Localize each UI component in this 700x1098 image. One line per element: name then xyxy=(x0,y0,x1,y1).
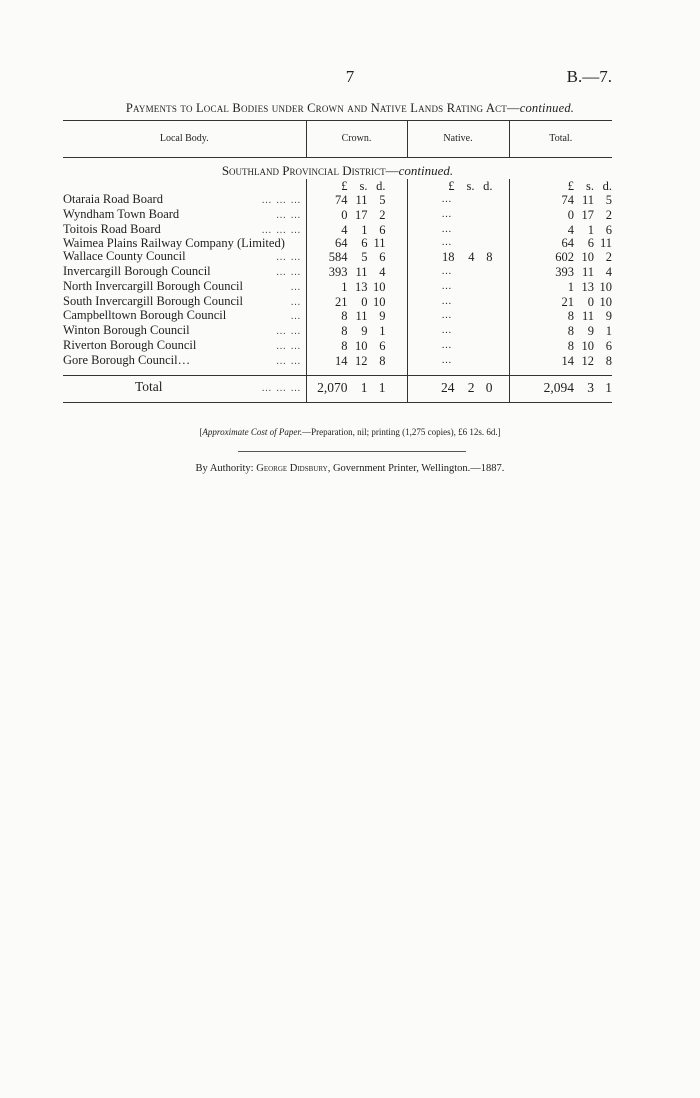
pence-value: 2 xyxy=(605,250,612,265)
native-nil xyxy=(407,237,509,250)
pounds-value: 2,070 xyxy=(317,380,348,396)
district-heading: Southland Provincial District—continued. xyxy=(221,163,454,179)
local-body-name-cell xyxy=(63,309,306,324)
local-body-name: Wyndham Town Board xyxy=(63,207,180,221)
pounds-value: 8 xyxy=(567,309,574,324)
divider xyxy=(238,451,466,452)
shillings-value: 17 xyxy=(581,207,594,222)
local-body-name: Total xyxy=(135,379,163,395)
pence-value: 6 xyxy=(605,222,612,237)
pence-value: 1 xyxy=(378,380,386,396)
unit-pounds: £ xyxy=(567,178,574,193)
native-nil xyxy=(407,208,509,223)
shillings-value: 0 xyxy=(587,294,594,309)
native-nil xyxy=(407,223,509,238)
crown-amount xyxy=(306,354,407,369)
col-header-native: Native. xyxy=(407,121,509,158)
crown-amount xyxy=(306,309,407,324)
shillings-value: 0 xyxy=(361,294,368,309)
nil-marker: … xyxy=(441,237,453,249)
shillings-value: 1 xyxy=(587,222,594,237)
col-header-local-body: Local Body. xyxy=(63,121,306,158)
pence-value: 6 xyxy=(379,338,386,353)
table-row xyxy=(63,193,612,208)
leader-dots: … xyxy=(290,296,302,308)
leader-dots: … … xyxy=(276,355,302,367)
shillings-value: 13 xyxy=(581,279,594,294)
pence-value: 4 xyxy=(379,264,386,279)
document-reference: B.—7. xyxy=(566,67,612,86)
shillings-value: 10 xyxy=(355,338,368,353)
pence-value: 10 xyxy=(599,294,612,309)
total-amount xyxy=(509,295,612,310)
authority-suffix: , Government Printer, Wellington.—1887. xyxy=(327,463,505,474)
unit-shillings: s. xyxy=(359,178,368,193)
units-row xyxy=(63,179,612,193)
total-amount xyxy=(509,324,612,339)
cost-note: [Approximate Cost of Paper.—Preparation, nil; printing (1,275 copies), £6 12s. 6d.] xyxy=(199,427,501,437)
pounds-value: 2,094 xyxy=(543,380,574,396)
pounds-value: 64 xyxy=(335,236,348,251)
table-heading-cont: continued. xyxy=(519,101,575,115)
table-row xyxy=(63,339,612,354)
total-amount xyxy=(509,193,612,208)
nil-marker: … xyxy=(441,265,453,277)
pounds-value: 393 xyxy=(555,264,574,279)
native-nil xyxy=(407,309,509,324)
pounds-value: 602 xyxy=(555,250,574,265)
cost-label: Approximate Cost of Paper. xyxy=(202,427,303,437)
native-nil xyxy=(407,265,509,280)
table-row xyxy=(63,280,612,295)
pence-value: 10 xyxy=(373,294,386,309)
shillings-value: 13 xyxy=(355,279,368,294)
pence-value: 8 xyxy=(379,353,386,368)
pounds-value: 4 xyxy=(567,222,574,237)
pence-value: 8 xyxy=(605,353,612,368)
shillings-value: 9 xyxy=(587,324,594,339)
nil-marker: … xyxy=(441,354,453,366)
nil-marker: … xyxy=(441,295,453,307)
shillings-value: 5 xyxy=(361,250,368,265)
unit-pence: d. xyxy=(376,178,386,193)
crown-amount xyxy=(306,375,407,402)
page-number: 7 xyxy=(345,67,355,86)
district-heading-row xyxy=(63,158,612,180)
authority-prefix: By Authority: xyxy=(195,463,254,474)
shillings-value: 6 xyxy=(361,236,368,251)
pence-value: 6 xyxy=(379,222,386,237)
nil-marker: … xyxy=(441,194,453,205)
shillings-value: 9 xyxy=(361,324,368,339)
local-body-name: Riverton Borough Council xyxy=(63,338,197,352)
local-body-name: Campbelltown Borough Council xyxy=(63,309,227,323)
local-body-name: Wallace County Council xyxy=(63,250,186,264)
shillings-value: 11 xyxy=(355,264,368,279)
cost-text: —Preparation, nil; printing (1,275 copies), £6 12s. 6d. xyxy=(302,427,498,437)
table-row xyxy=(63,354,612,369)
nil-marker: … xyxy=(441,208,453,220)
crown-amount xyxy=(306,237,407,250)
pence-value: 5 xyxy=(379,193,386,207)
payments-table xyxy=(63,120,612,403)
pence-value: 9 xyxy=(605,309,612,324)
local-body-name: Invercargill Borough Council xyxy=(63,264,211,278)
shillings-value: 11 xyxy=(355,309,368,324)
total-amount xyxy=(509,250,612,265)
pence-value: 8 xyxy=(486,250,493,265)
pounds-value: 0 xyxy=(567,207,574,222)
pence-value: 10 xyxy=(373,279,386,294)
pence-value: 0 xyxy=(485,380,493,396)
local-body-name: Gore Borough Council… xyxy=(63,353,191,367)
shillings-value: 12 xyxy=(355,353,368,368)
pounds-value: 393 xyxy=(328,264,348,279)
pounds-value: 8 xyxy=(341,309,348,324)
table-row xyxy=(63,208,612,223)
crown-amount xyxy=(306,223,407,238)
printer-name: George Didsbury xyxy=(256,463,328,474)
pence-value: 1 xyxy=(379,324,386,339)
leader-dots: … … xyxy=(276,252,302,264)
pence-value: 5 xyxy=(605,193,612,207)
pounds-value: 74 xyxy=(561,193,574,207)
nil-marker: … xyxy=(441,280,453,292)
local-body-name-cell xyxy=(63,295,306,310)
total-row xyxy=(63,375,612,402)
nil-marker: … xyxy=(441,339,453,351)
native-nil xyxy=(407,280,509,295)
shillings-value: 1 xyxy=(361,222,368,237)
local-body-name: Waimea Plains Railway Company (Limited) xyxy=(63,237,285,251)
pounds-value: 14 xyxy=(335,353,348,368)
pounds-value: 4 xyxy=(341,222,348,237)
table-heading xyxy=(0,101,700,116)
pence-value: 6 xyxy=(379,250,386,265)
local-body-name-cell xyxy=(63,265,306,280)
pounds-value: 64 xyxy=(561,236,574,251)
pounds-value: 14 xyxy=(561,353,574,368)
nil-marker: … xyxy=(441,325,453,337)
crown-amount xyxy=(306,339,407,354)
local-body-name: Winton Borough Council xyxy=(63,324,190,338)
shillings-value: 11 xyxy=(581,309,594,324)
col-header-total: Total. xyxy=(509,121,612,158)
shillings-value: 11 xyxy=(581,264,594,279)
printer-imprint xyxy=(0,463,700,474)
leader-dots: … xyxy=(290,281,302,293)
pounds-value: 21 xyxy=(335,294,348,309)
total-amount xyxy=(509,339,612,354)
nil-marker: … xyxy=(441,223,453,235)
local-body-name: Toitois Road Board xyxy=(63,222,161,236)
shillings-value: 11 xyxy=(355,193,368,207)
pence-value: 10 xyxy=(599,279,612,294)
crown-amount xyxy=(306,193,407,208)
leader-dots: … … xyxy=(276,266,302,278)
total-amount xyxy=(509,237,612,250)
total-amount xyxy=(509,280,612,295)
unit-pence: d. xyxy=(483,178,493,193)
native-amount xyxy=(407,375,509,402)
shillings-value: 10 xyxy=(581,250,594,265)
table-header-row xyxy=(63,121,612,158)
pounds-value: 1 xyxy=(341,279,348,294)
shillings-value: 12 xyxy=(581,353,594,368)
leader-dots: … … xyxy=(276,340,302,352)
unit-pence: d. xyxy=(602,178,612,193)
table-heading-text: Payments to Local Bodies under Crown and Native Lands Rating Act— xyxy=(125,101,520,115)
crown-amount xyxy=(306,265,407,280)
nil-marker: … xyxy=(441,310,453,322)
leader-dots: … xyxy=(290,311,302,323)
pence-value: 4 xyxy=(605,264,612,279)
pounds-value: 8 xyxy=(567,338,574,353)
leader-dots: … … … xyxy=(261,195,302,206)
pounds-value: 8 xyxy=(341,338,348,353)
local-body-name-cell xyxy=(63,280,306,295)
local-body-name: Otaraia Road Board xyxy=(63,193,163,206)
shillings-value: 6 xyxy=(587,236,594,251)
local-body-name: South Invercargill Borough Council xyxy=(63,294,243,308)
pounds-value: 1 xyxy=(567,279,574,294)
shillings-value: 4 xyxy=(468,250,475,265)
pence-value: 9 xyxy=(379,309,386,324)
local-body-name-cell xyxy=(63,354,306,369)
native-nil xyxy=(407,193,509,208)
pence-value: 2 xyxy=(605,207,612,222)
unit-pounds: £ xyxy=(448,178,455,193)
native-nil xyxy=(407,354,509,369)
crown-amount xyxy=(306,250,407,265)
pounds-value: 584 xyxy=(328,250,348,265)
leader-dots: … … xyxy=(276,326,302,338)
local-body-name-cell xyxy=(63,250,306,265)
crown-amount xyxy=(306,324,407,339)
shillings-value: 2 xyxy=(467,380,475,396)
pence-value: 2 xyxy=(379,207,386,222)
leader-dots: … … … xyxy=(261,224,302,236)
crown-amount xyxy=(306,280,407,295)
native-amount xyxy=(407,250,509,265)
pounds-value: 0 xyxy=(341,207,348,222)
pounds-value: 18 xyxy=(442,250,455,265)
pence-value: 1 xyxy=(605,324,612,339)
leader-dots: … … … xyxy=(261,383,302,395)
table-row xyxy=(63,265,612,280)
pounds-value: 8 xyxy=(567,324,574,339)
table-row xyxy=(63,309,612,324)
local-body-name-cell xyxy=(63,193,306,208)
table-row xyxy=(63,237,612,250)
local-body-name-cell xyxy=(63,237,306,250)
unit-shillings: s. xyxy=(466,178,475,193)
shillings-value: 11 xyxy=(581,193,594,207)
pounds-value: 74 xyxy=(335,193,348,207)
pence-value: 11 xyxy=(599,236,612,251)
unit-pounds: £ xyxy=(341,178,348,193)
pence-value: 11 xyxy=(373,236,386,251)
crown-amount xyxy=(306,208,407,223)
local-body-name-cell xyxy=(63,223,306,238)
shillings-value: 10 xyxy=(581,338,594,353)
shillings-value: 3 xyxy=(587,380,594,396)
table-row xyxy=(63,324,612,339)
pounds-value: 21 xyxy=(561,294,574,309)
native-nil xyxy=(407,339,509,354)
pounds-value: 24 xyxy=(441,380,455,396)
total-amount xyxy=(509,265,612,280)
local-body-name-cell xyxy=(63,324,306,339)
total-amount xyxy=(509,375,612,402)
unit-shillings: s. xyxy=(586,178,594,193)
shillings-value: 1 xyxy=(360,380,368,396)
pence-value: 1 xyxy=(605,380,612,396)
pounds-value: 8 xyxy=(341,324,348,339)
col-header-crown: Crown. xyxy=(306,121,407,158)
local-body-name-cell xyxy=(63,375,306,402)
table-row xyxy=(63,250,612,265)
shillings-value: 17 xyxy=(355,207,368,222)
table-row xyxy=(63,223,612,238)
total-amount xyxy=(509,309,612,324)
native-nil xyxy=(407,295,509,310)
local-body-name-cell xyxy=(63,208,306,223)
total-amount xyxy=(509,354,612,369)
native-nil xyxy=(407,324,509,339)
total-amount xyxy=(509,208,612,223)
pence-value: 6 xyxy=(605,338,612,353)
total-amount xyxy=(509,223,612,238)
crown-amount xyxy=(306,295,407,310)
table-row xyxy=(63,295,612,310)
local-body-name-cell xyxy=(63,339,306,354)
leader-dots: … … xyxy=(276,209,302,221)
local-body-name: North Invercargill Borough Council xyxy=(63,279,243,293)
